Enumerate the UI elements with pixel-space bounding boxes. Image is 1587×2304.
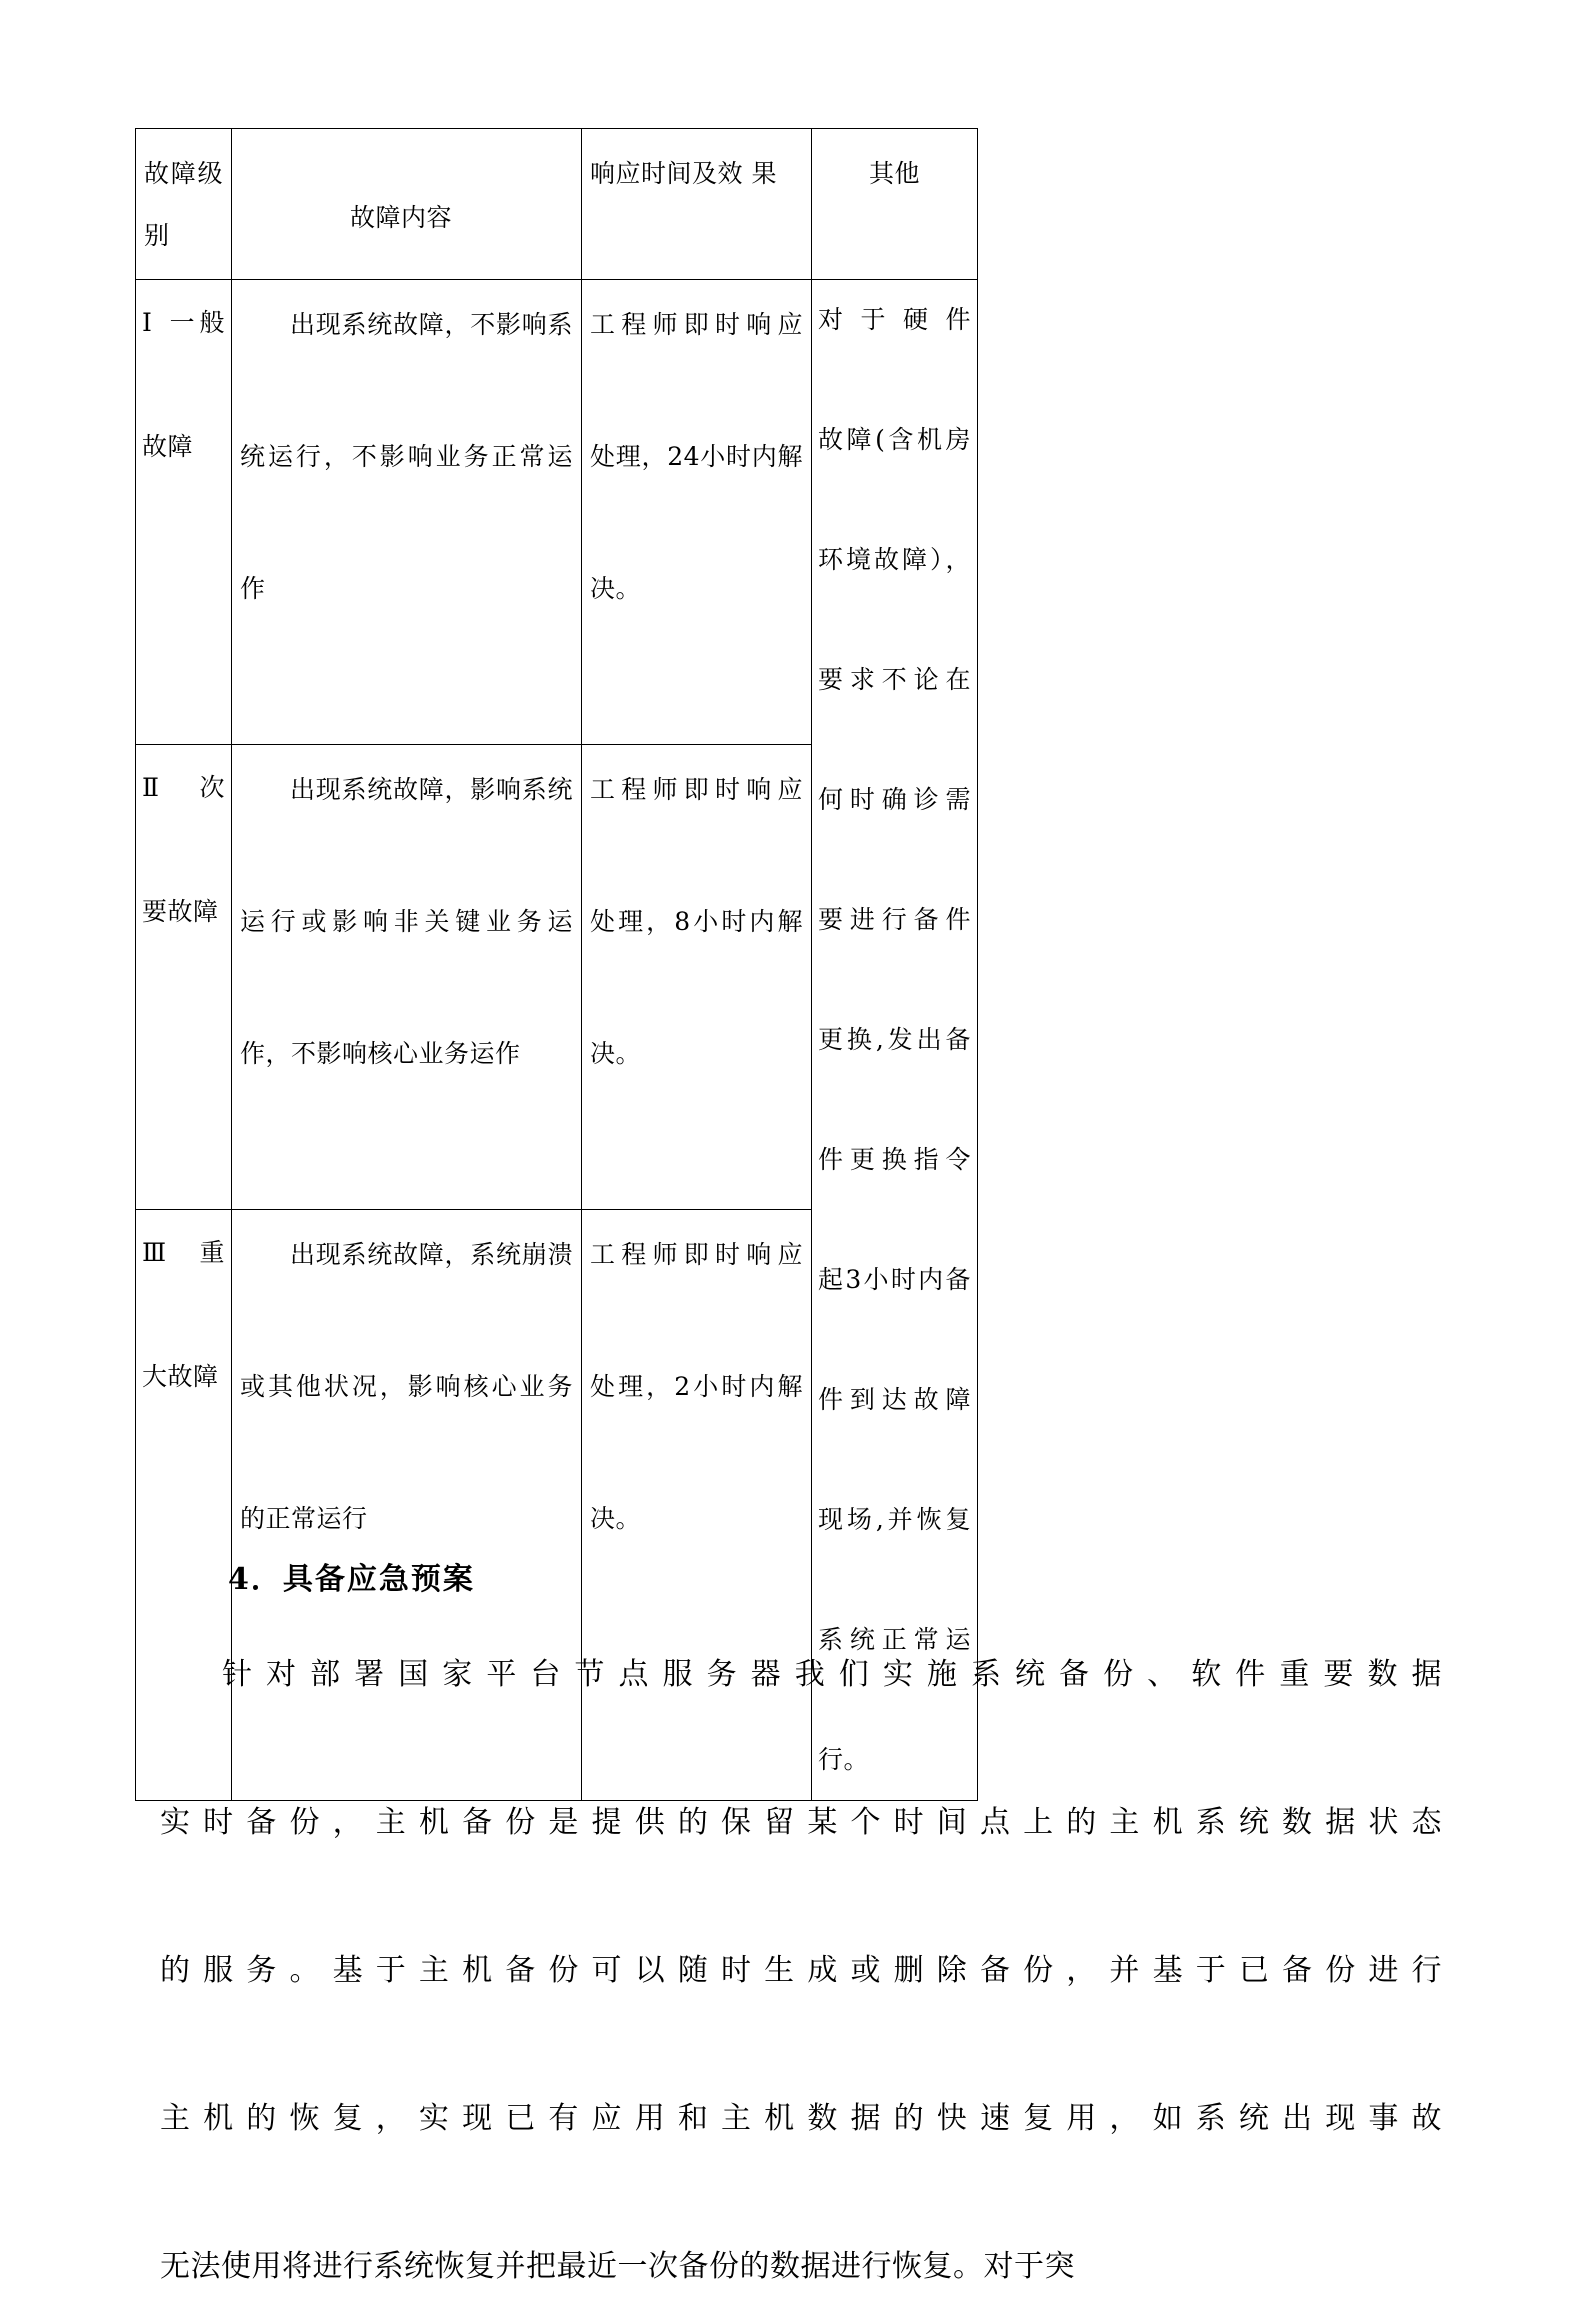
other-line-1: 对于硬件: [818, 305, 971, 334]
section-heading: 4．具备应急预案: [228, 1562, 475, 1597]
response-2-line-2: 处理，8小时内解: [590, 907, 803, 937]
other-line-8: 件更换指令: [818, 1145, 971, 1174]
content-3-line-3: 的正常运行: [240, 1504, 368, 1534]
response-1-line-2: 处理，24小时内解: [590, 442, 803, 471]
content-1-line-3: 作: [240, 574, 266, 603]
content-3-line-1: 出现系统故障，系统崩溃: [290, 1240, 573, 1270]
cell-response-1: [582, 280, 812, 745]
content-1-line-2: 统运行，不影响业务正常运: [240, 442, 573, 471]
paragraph-line-5: 无法使用将进行系统恢复并把最近一次备份的数据进行恢复。对于突: [160, 2249, 1075, 2284]
other-line-5: 何时确诊需: [818, 785, 971, 814]
header-cell-response: [582, 129, 812, 280]
response-3-line-3: 决。: [590, 1504, 642, 1534]
cell-response-2: [582, 745, 812, 1210]
other-line-6: 要进行备件: [818, 905, 971, 934]
level-2-line-2: 要故障: [142, 897, 219, 927]
level-1-line-2: 故障: [142, 432, 194, 461]
fault-level-table-wrapper: [135, 128, 977, 1801]
response-3-line-2: 处理，2小时内解: [590, 1372, 803, 1402]
cell-other-merged: [812, 280, 978, 1801]
paragraph-line-4: 主机的恢复，实现已有应用和主机数据的快速复用，如系统出现事故: [160, 2101, 1442, 2136]
header-response-line-1: 响应时间及效: [590, 159, 744, 188]
other-line-4: 要求不论在: [818, 665, 971, 694]
fault-level-table: [135, 128, 978, 1801]
response-2-line-1: 工程师即时响应: [590, 775, 803, 805]
other-line-3: 环境故障），: [818, 545, 971, 574]
other-line-12: 系统正常运: [818, 1625, 971, 1654]
other-line-7: 更换,发出备: [818, 1025, 971, 1054]
response-1-line-3: 决。: [590, 574, 642, 603]
cell-content-1: [232, 280, 582, 745]
header-level-line-1: 故障级: [144, 159, 223, 188]
content-2-line-1: 出现系统故障，影响系统: [290, 775, 573, 805]
other-cell-text: [812, 280, 977, 1800]
other-line-11: 现场,并恢复: [818, 1505, 971, 1534]
content-2-line-3: 作，不影响核心业务运作: [240, 1039, 521, 1069]
cell-level-2: [136, 745, 232, 1210]
header-response-line-2: 果: [751, 159, 777, 188]
content-1-line-1: 出现系统故障，不影响系: [290, 310, 573, 339]
header-cell-other: [812, 129, 978, 280]
paragraph-line-1: 针对部署国家平台节点服务器我们实施系统备份、软件重要数据: [222, 1657, 1442, 1692]
other-line-13: 行。: [818, 1745, 870, 1774]
paragraph-line-2: 实时备份，主机备份是提供的保留某个时间点上的主机系统数据状态: [160, 1805, 1442, 1840]
table-row: [136, 280, 978, 745]
other-line-10: 件到达故障: [818, 1385, 971, 1414]
header-content-label: 故障内容: [350, 203, 453, 232]
header-other-label: 其他: [868, 159, 920, 188]
other-line-9: 起3小时内备: [818, 1265, 971, 1294]
response-1-line-1: 工程师即时响应: [590, 310, 803, 339]
cell-level-1: [136, 280, 232, 745]
section-paragraph: [160, 1638, 1442, 2304]
header-cell-level: [136, 129, 232, 280]
level-2-line-1: Ⅱ 次: [142, 773, 225, 803]
content-3-line-2: 或其他状况，影响核心业务: [240, 1372, 573, 1402]
response-3-line-1: 工程师即时响应: [590, 1240, 803, 1270]
header-level-line-2: 别: [144, 221, 170, 250]
response-2-line-3: 决。: [590, 1039, 642, 1069]
other-line-2: 故障(含机房: [818, 425, 971, 454]
level-1-line-1: Ⅰ 一般: [142, 308, 225, 337]
level-3-line-1: Ⅲ 重: [142, 1238, 225, 1268]
header-cell-content: [232, 129, 582, 280]
level-3-line-2: 大故障: [142, 1362, 219, 1392]
paragraph-line-3: 的服务。基于主机备份可以随时生成或删除备份，并基于已备份进行: [160, 1953, 1442, 1988]
content-2-line-2: 运行或影响非关键业务运: [240, 907, 573, 937]
table-header-row: [136, 129, 978, 280]
cell-content-2: [232, 745, 582, 1210]
